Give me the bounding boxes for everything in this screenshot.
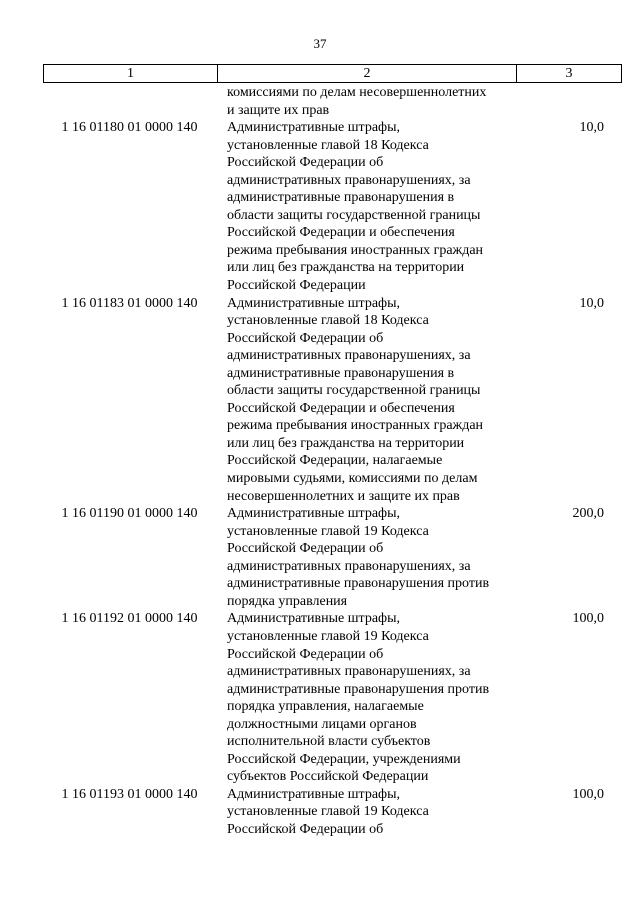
amount: 10,0: [579, 120, 604, 136]
column-header-3: 3: [517, 65, 622, 83]
budget-code: 1 16 01190 01 0000 140: [61, 506, 198, 522]
table-row: [43, 295, 618, 506]
description-line: административные правонарушения против: [227, 576, 490, 592]
description-line: административные правонарушения в: [227, 190, 455, 206]
table-header: [43, 64, 622, 83]
description-line: административных правонарушениях, за: [227, 172, 471, 188]
row-description: [227, 786, 523, 839]
description-line: порядка управления, налагаемые: [227, 699, 424, 715]
budget-code: 1 16 01180 01 0000 140: [61, 120, 198, 136]
description-line: порядка управления: [227, 593, 348, 609]
amount: 100,0: [572, 786, 604, 802]
continuation-description: [227, 84, 523, 119]
description-line: административных правонарушениях, за: [227, 348, 471, 364]
column-header-1: 1: [44, 65, 218, 83]
description-line: или лиц без гражданства на территории: [227, 435, 465, 451]
description-line: административные правонарушения в: [227, 365, 455, 381]
description-line: Российской Федерации об: [227, 155, 384, 171]
table-row: [43, 505, 618, 610]
description-line: Российской Федерации, налагаемые: [227, 453, 443, 469]
description-line: режима пребывания иностранных граждан: [227, 242, 484, 258]
description-line: Российской Федерации об: [227, 330, 384, 346]
row-description: [227, 119, 523, 294]
description-line: административные правонарушения против: [227, 681, 490, 697]
description-line: Российской Федерации и обеспечения: [227, 400, 455, 416]
row-description: [227, 295, 523, 506]
budget-code: 1 16 01183 01 0000 140: [61, 295, 198, 311]
continuation-row: [43, 84, 618, 119]
table-row: [43, 786, 618, 839]
description-line: исполнительной власти субъектов: [227, 734, 431, 750]
description-line: установленные главой 19 Кодекса: [227, 523, 429, 539]
description-line: Российской Федерации об: [227, 541, 384, 557]
description-line: Российской Федерации и обеспечения: [227, 225, 455, 241]
description-line: Административные штрафы,: [227, 120, 401, 136]
description-line: и защите их прав: [227, 102, 330, 118]
description-line: режима пребывания иностранных граждан: [227, 418, 484, 434]
description-line: Административные штрафы,: [227, 506, 401, 522]
description-line: Российской Федерации: [227, 278, 366, 294]
row-description: [227, 610, 523, 785]
table-row: [43, 610, 618, 785]
table-body: [43, 84, 618, 839]
description-line: или лиц без гражданства на территории: [227, 260, 465, 276]
description-line: установленные главой 19 Кодекса: [227, 628, 429, 644]
description-line: Административные штрафы,: [227, 786, 401, 802]
description-line: установленные главой 18 Кодекса: [227, 137, 429, 153]
description-line: субъектов Российской Федерации: [227, 769, 429, 785]
budget-code: 1 16 01193 01 0000 140: [61, 786, 198, 802]
description-line: административных правонарушениях, за: [227, 664, 471, 680]
column-header-2: 2: [218, 65, 517, 83]
row-description: [227, 505, 523, 610]
description-line: установленные главой 19 Кодекса: [227, 804, 429, 820]
description-line: области защиты государственной границы: [227, 207, 481, 223]
description-line: комиссиями по делам несовершеннолетних: [227, 85, 487, 100]
description-line: мировыми судьями, комиссиями по делам: [227, 471, 478, 487]
rows-container: [43, 119, 618, 838]
amount: 200,0: [572, 506, 604, 522]
page-number: 37: [313, 36, 327, 51]
budget-code: 1 16 01192 01 0000 140: [61, 611, 198, 627]
description-line: Российской Федерации об: [227, 821, 384, 837]
table-header-row: [44, 65, 622, 83]
description-line: несовершеннолетних и защите их прав: [227, 488, 460, 504]
description-line: должностными лицами органов: [227, 716, 417, 732]
description-line: административных правонарушениях, за: [227, 558, 471, 574]
description-line: области защиты государственной границы: [227, 383, 481, 399]
description-line: Российской Федерации об: [227, 646, 384, 662]
description-line: установленные главой 18 Кодекса: [227, 313, 429, 329]
amount: 10,0: [579, 295, 604, 311]
table-row: [43, 119, 618, 294]
amount: 100,0: [572, 611, 604, 627]
description-line: Административные штрафы,: [227, 611, 401, 627]
description-line: Административные штрафы,: [227, 295, 401, 311]
description-line: Российской Федерации, учреждениями: [227, 751, 461, 767]
